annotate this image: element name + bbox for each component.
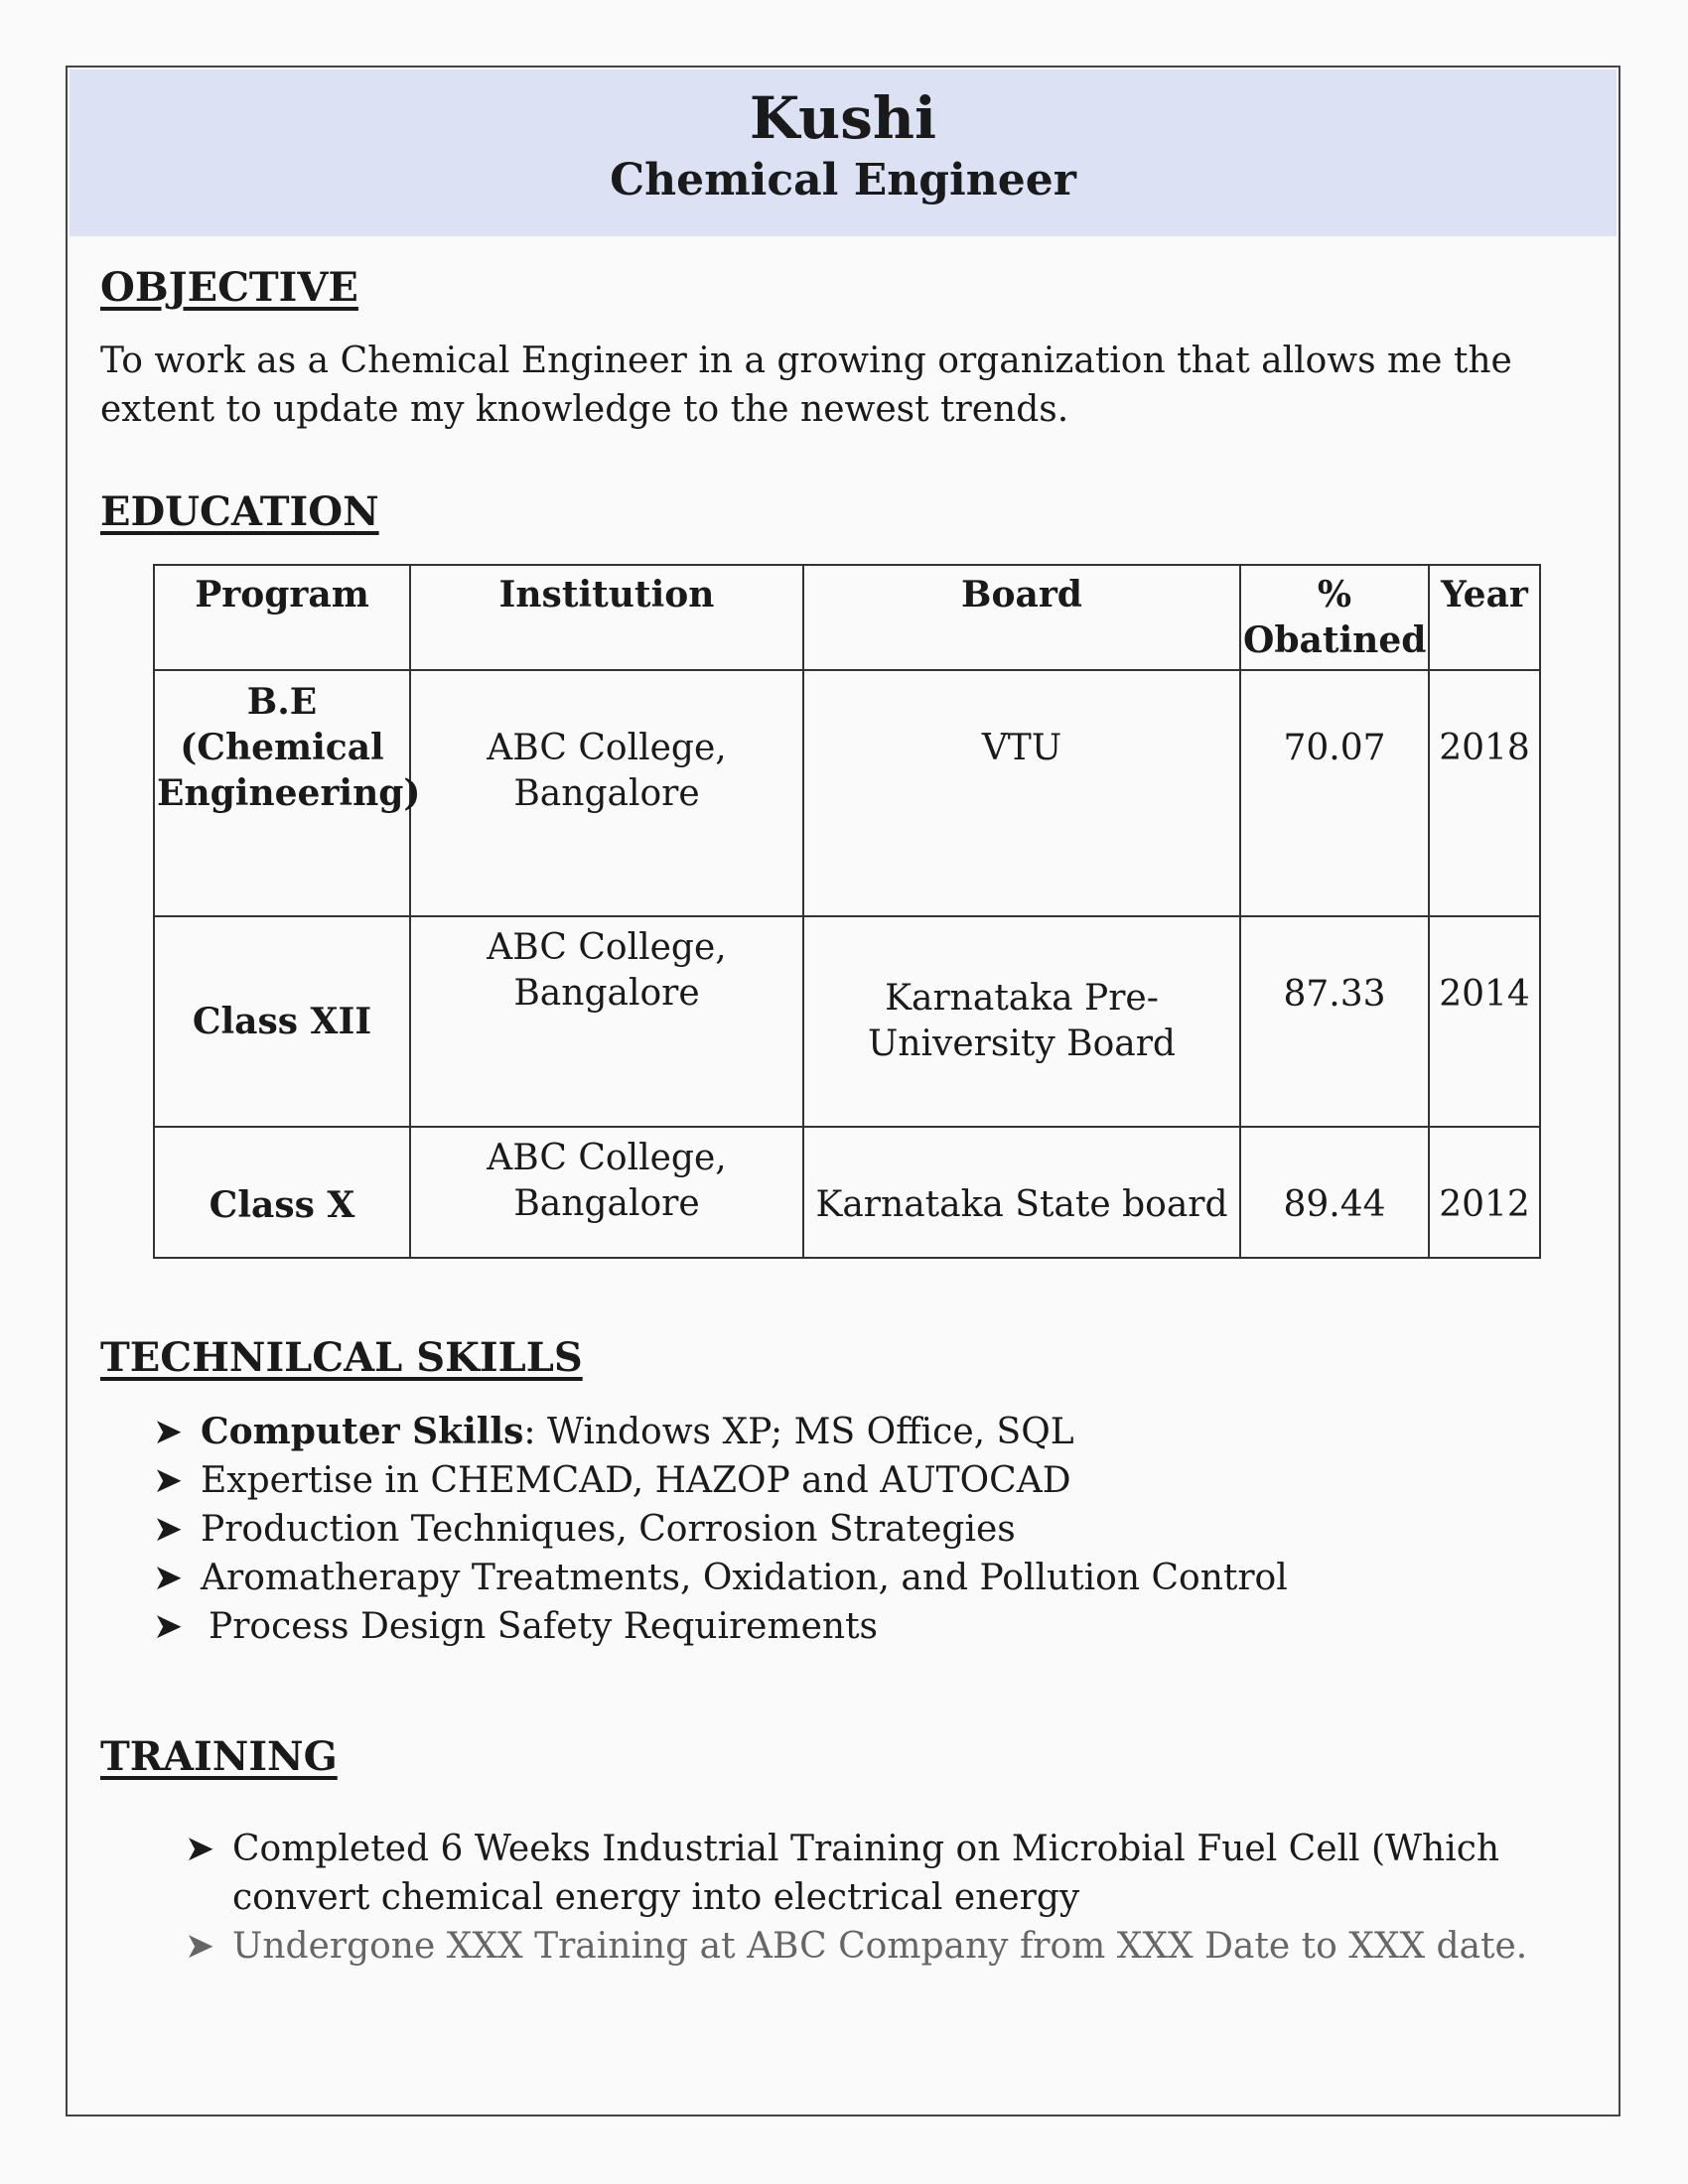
arrow-bullet-icon: ➤ xyxy=(153,1509,184,1550)
education-table xyxy=(153,564,1541,1259)
training-list xyxy=(185,1825,1575,1971)
resume-header xyxy=(70,69,1617,236)
objective-heading: OBJECTIVE xyxy=(100,264,358,311)
arrow-bullet-icon: ➤ xyxy=(153,1558,184,1598)
column-header: Year xyxy=(1429,565,1540,670)
column-header: Board xyxy=(803,565,1240,670)
arrow-bullet-icon: ➤ xyxy=(185,1926,215,1967)
computer-skills-label: Computer Skills xyxy=(201,1411,524,1452)
table-row xyxy=(154,670,1540,916)
arrow-bullet-icon: ➤ xyxy=(153,1606,184,1647)
column-header: Institution xyxy=(410,565,803,670)
board-cell: Karnataka Pre-University Board xyxy=(803,916,1240,1127)
arrow-bullet-icon: ➤ xyxy=(153,1412,184,1452)
table-row xyxy=(154,916,1540,1127)
program-cell: Class XII xyxy=(154,916,410,1127)
list-item: ➤ Undergone XXX Training at ABC Company from XXX Date to XXX date. xyxy=(185,1922,1575,1971)
list-item: ➤ Aromatherapy Treatments, Oxidation, and Pollution Control xyxy=(153,1554,1288,1602)
table-row xyxy=(154,1127,1540,1258)
objective-text: To work as a Chemical Engineer in a growing organization that allows me the extent to update my knowledge to the newest trends. xyxy=(100,341,1512,430)
list-item: ➤ Process Design Safety Requirements xyxy=(153,1602,1288,1651)
year-cell: 2014 xyxy=(1429,916,1540,1127)
candidate-role: Chemical Engineer xyxy=(610,155,1076,205)
skills-list xyxy=(153,1408,1288,1651)
column-header: % Obatined xyxy=(1240,565,1429,670)
candidate-name: Kushi xyxy=(749,84,937,152)
percent-cell: 87.33 xyxy=(1240,916,1429,1127)
arrow-bullet-icon: ➤ xyxy=(185,1829,215,1869)
table-header-row xyxy=(154,565,1540,670)
percent-cell: 70.07 xyxy=(1240,670,1429,916)
institution-cell: ABC College, Bangalore xyxy=(410,1127,803,1258)
list-item xyxy=(153,1408,1288,1456)
arrow-bullet-icon: ➤ xyxy=(153,1460,184,1501)
computer-skills-value: : Windows XP; MS Office, SQL xyxy=(523,1412,1074,1452)
institution-cell: ABC College, Bangalore xyxy=(410,670,803,916)
board-cell: Karnataka State board xyxy=(803,1127,1240,1258)
list-item: ➤ Completed 6 Weeks Industrial Training on Microbial Fuel Cell (Which convert chemical energy into electrical energy xyxy=(185,1825,1575,1922)
program-cell: B.E (Chemical Engineering) xyxy=(154,670,410,916)
year-cell: 2012 xyxy=(1429,1127,1540,1258)
list-item: ➤ Expertise in CHEMCAD, HAZOP and AUTOCAD xyxy=(153,1456,1288,1505)
percent-cell: 89.44 xyxy=(1240,1127,1429,1258)
education-heading: EDUCATION xyxy=(100,488,379,535)
list-item: ➤ Production Techniques, Corrosion Strategies xyxy=(153,1505,1288,1554)
skills-heading: TECHNILCAL SKILLS xyxy=(100,1334,583,1381)
program-cell: Class X xyxy=(154,1127,410,1258)
resume-frame xyxy=(66,66,1620,2116)
year-cell: 2018 xyxy=(1429,670,1540,916)
board-cell: VTU xyxy=(803,670,1240,916)
institution-cell: ABC College, Bangalore xyxy=(410,916,803,1127)
training-heading: TRAINING xyxy=(100,1733,338,1780)
column-header: Program xyxy=(154,565,410,670)
